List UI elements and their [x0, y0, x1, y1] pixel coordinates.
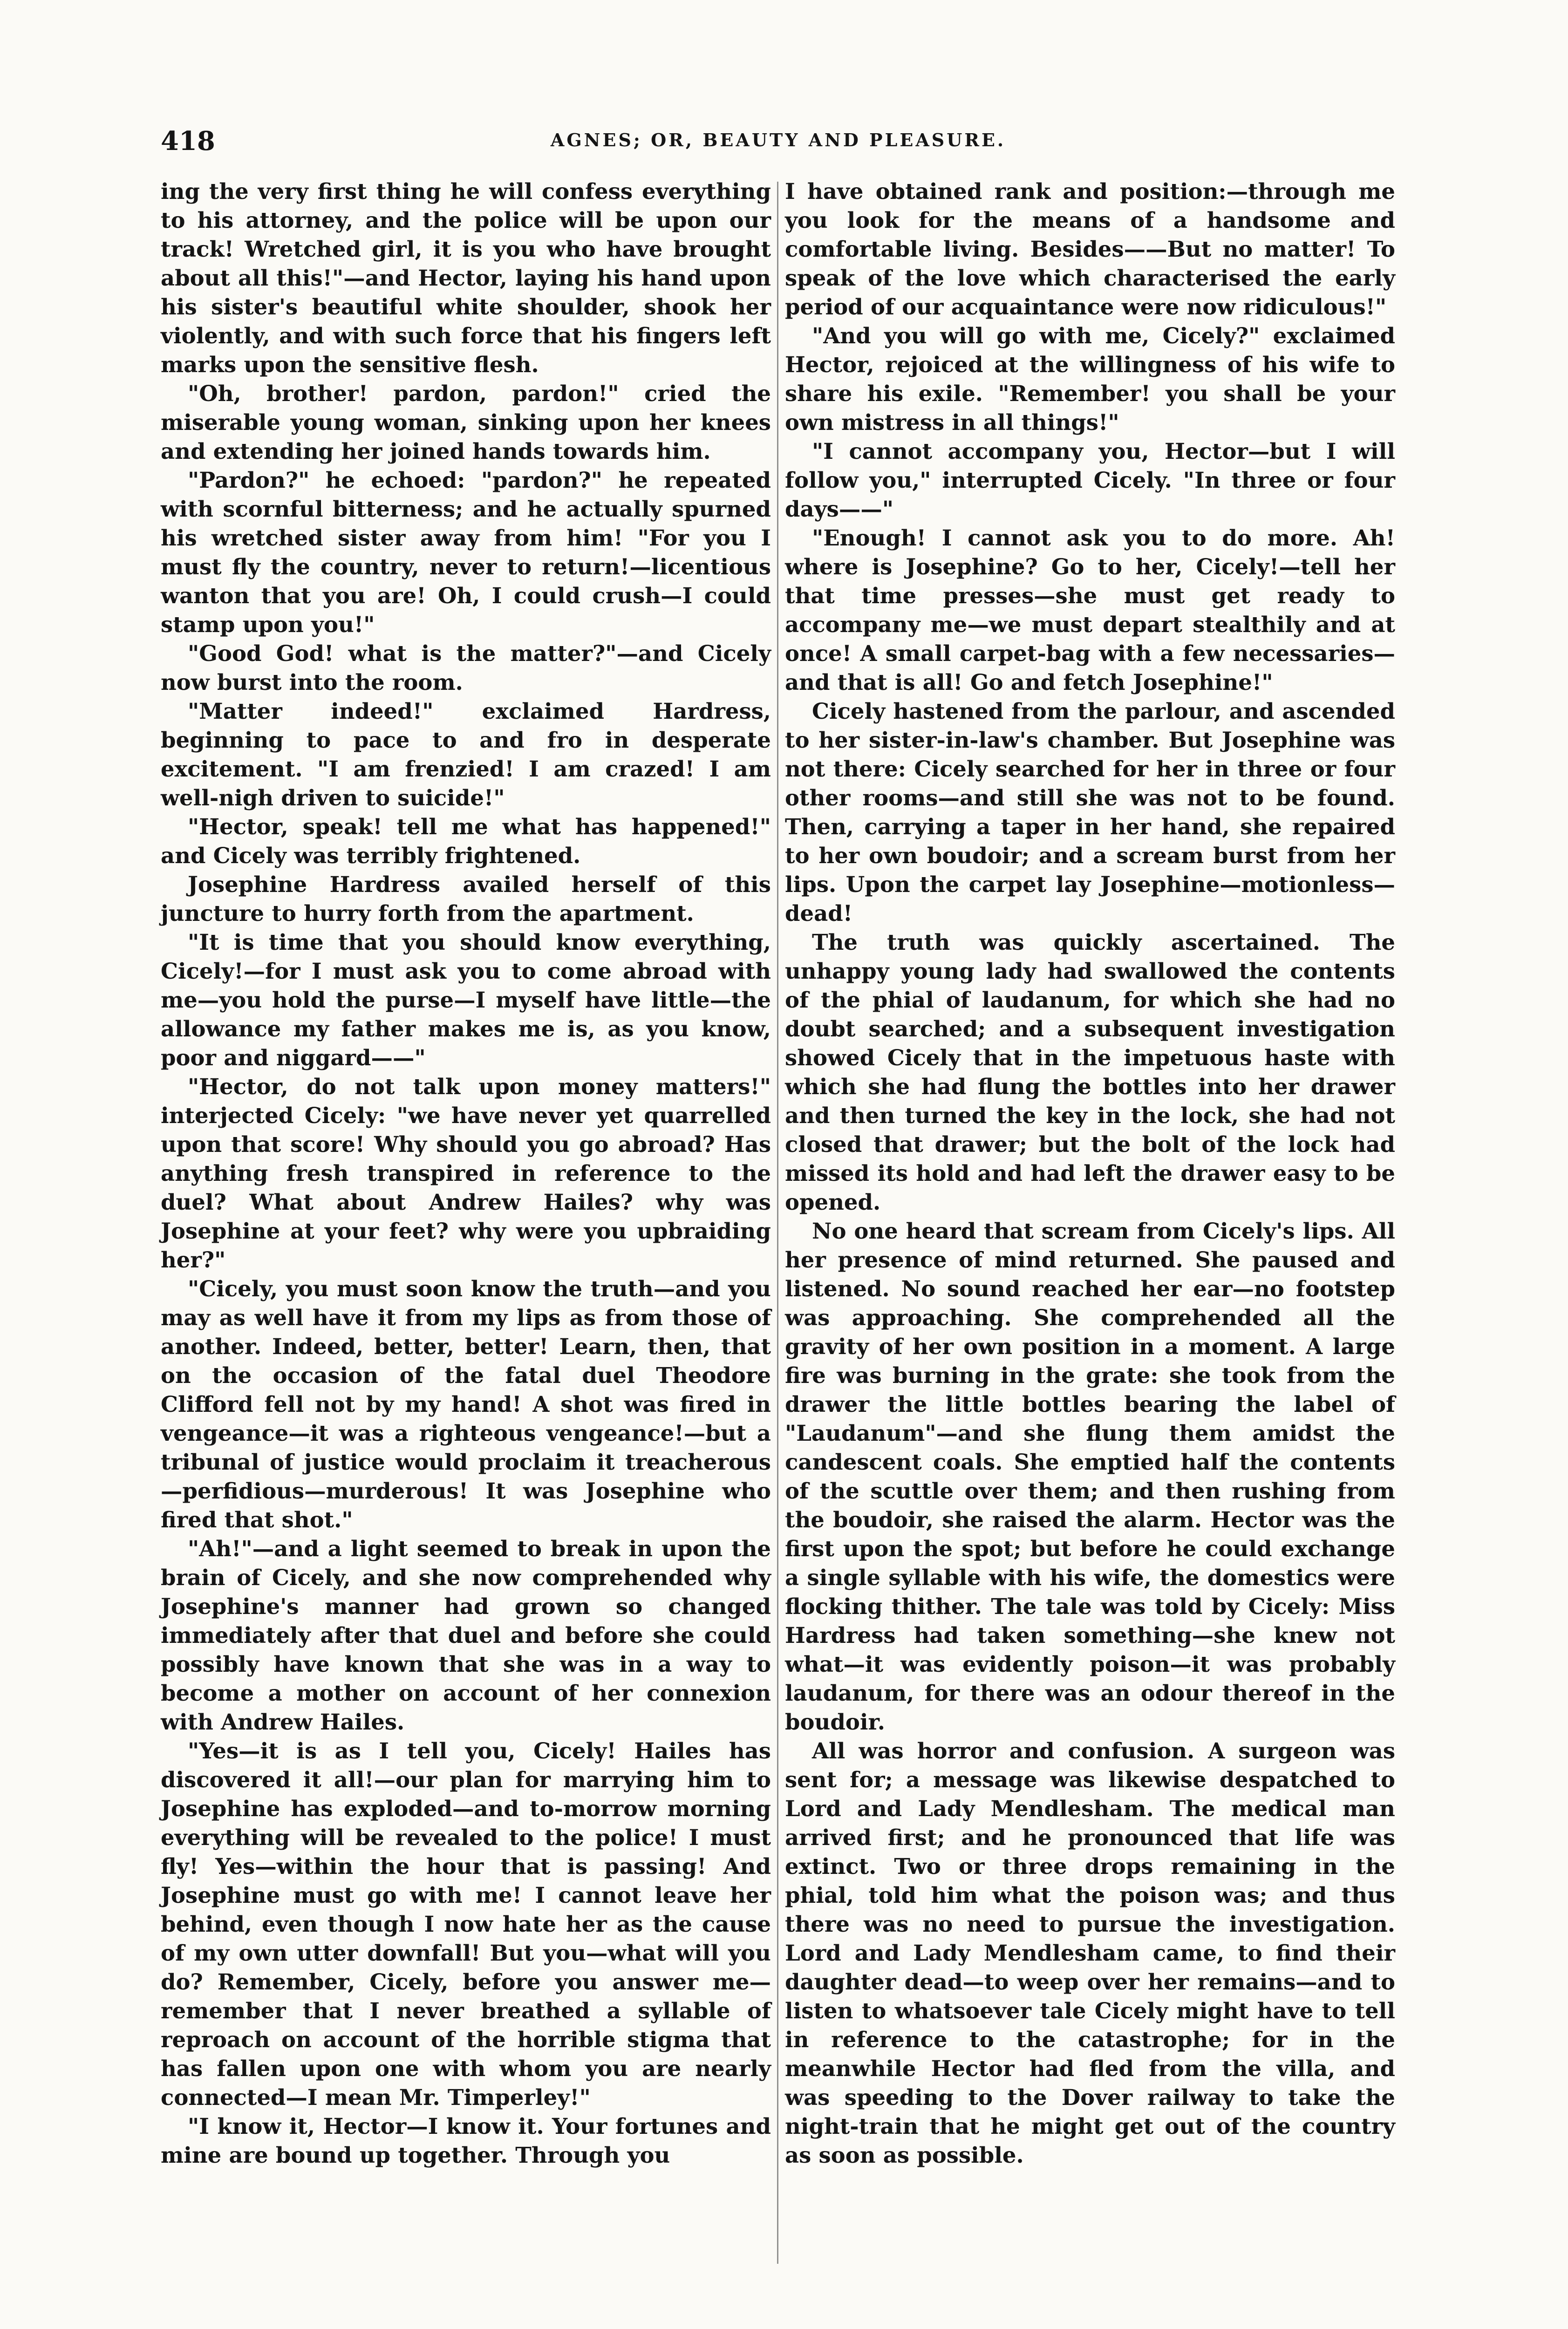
paragraph: "Ah!"—and a light seemed to break in upon the brain of Cicely, and she now comprehended why Josephine's manner had grown so changed immediately after that duel and before she could possibly have known that she was in a way to become a mother on account of her connexion with Andrew Hailes.	[161, 1536, 771, 1735]
paragraph: Cicely hastened from the parlour, and ascended to her sister-in-law's chamber. But Josephine was not there: Cicely searched for her in three or four other rooms—and still she was not to be found. Then, carrying a taper in her hand, she repaired to her own boudoir; and a scream burst from her lips. Upon the carpet lay Josephine—motionless—dead!	[785, 698, 1395, 926]
paragraph: "Good God! what is the matter?"—and Cicely now burst into the room.	[161, 640, 771, 695]
page-number: 418	[161, 126, 215, 157]
paragraph: "Yes—it is as I tell you, Cicely! Hailes has discovered it all!—our plan for marrying him to Josephine has exploded—and to-morrow morning everything will be revealed to the police! I must fly! Yes—within the hour that is passing! And Josephine must go with me! I cannot leave her behind, even though I now hate her as the cause of my own utter downfall! But you—what will you do? Remember, Cicely, before you answer me—remember that I never breathed a syllable of reproach on account of the horrible stigma that has fallen upon one with whom you are nearly connected—I mean Mr. Timperley!"	[161, 1738, 771, 2110]
paragraph: "Enough! I cannot ask you to do more. Ah! where is Josephine? Go to her, Cicely!—tell her that time presses—she must get ready to accompany me—we must depart stealthily and at once! A small carpet-bag with a few necessaries—and that is all! Go and fetch Josephine!"	[785, 525, 1395, 695]
paragraph: Josephine Hardress availed herself of this juncture to hurry forth from the apartment.	[161, 872, 771, 926]
paragraph: "Hector, do not talk upon money matters!" interjected Cicely: "we have never yet quarrelled upon that score! Why should you go abroad? Has anything fresh transpired in reference to the duel? What about Andrew Hailes? why was Josephine at your feet? why were you upbraiding her?"	[161, 1074, 771, 1273]
paragraph: ing the very first thing he will confess everything to his attorney, and the police will be upon our track! Wretched girl, it is you who have brought about all this!"—and Hector, laying his hand upon his sister's beautiful white shoulder, shook her violently, and with such force that his fingers left marks upon the sensitive flesh.	[161, 178, 771, 377]
paragraph: "Pardon?" he echoed: "pardon?" he repeated with scornful bitterness; and he actually spurned his wretched sister away from him! "For you I must fly the country, never to return!—licentious wanton that you are! Oh, I could crush—I could stamp upon you!"	[161, 467, 771, 637]
paragraph: No one heard that scream from Cicely's lips. All her presence of mind returned. She paused and listened. No sound reached her ear—no footstep was approaching. She comprehended all the gravity of her own position in a moment. A large fire was burning in the grate: she took from the drawer the little bottles bearing the label of "Laudanum"—and she flung them amidst the candescent coals. She emptied half the contents of the scuttle over them; and then rushing from the boudoir, she raised the alarm. Hector was the first upon the spot; but before he could exchange a single syllable with his wife, the domestics were flocking thither. The tale was told by Cicely: Miss Hardress had taken something—she knew not what—it was evidently poison—it was probably laudanum, for there was an odour thereof in the boudoir.	[785, 1218, 1395, 1735]
paragraph: The truth was quickly ascertained. The unhappy young lady had swallowed the contents of the phial of laudanum, for which she had no doubt searched; and a subsequent investigation showed Cicely that in the impetuous haste with which she had flung the bottles into her drawer and then turned the key in the lock, she had not closed that drawer; but the bolt of the lock had missed its hold and had left the drawer easy to be opened.	[785, 929, 1395, 1215]
paragraph: I have obtained rank and position:—through me you look for the means of a handsome and comfortable living. Besides——But no matter! To speak of the love which characterised the early period of our acquaintance were now ridiculous!"	[785, 178, 1395, 320]
paragraph: "I cannot accompany you, Hector—but I will follow you," interrupted Cicely. "In three or four days——"	[785, 438, 1395, 522]
right-column	[785, 177, 1395, 2170]
paragraph: "And you will go with me, Cicely?" exclaimed Hector, rejoiced at the willingness of his wife to share his exile. "Remember! you shall be your own mistress in all things!"	[785, 323, 1395, 435]
paragraph: All was horror and confusion. A surgeon was sent for; a message was likewise despatched to Lord and Lady Mendlesham. The medical man arrived first; and he pronounced that life was extinct. Two or three drops remaining in the phial, told him what the poison was; and thus there was no need to pursue the investigation. Lord and Lady Mendlesham came, to find their daughter dead—to weep over her remains—and to listen to whatsoever tale Cicely might have to tell in reference to the catastrophe; for in the meanwhile Hector had fled from the villa, and was speeding to the Dover railway to take the night-train that he might get out of the country as soon as possible.	[785, 1738, 1395, 2168]
paragraph: "Cicely, you must soon know the truth—and you may as well have it from my lips as from those of another. Indeed, better, better! Learn, then, that on the occasion of the fatal duel Theodore Clifford fell not by my hand! A shot was fired in vengeance—it was a righteous vengeance!—but a tribunal of justice would proclaim it treacherous—perfidious—murderous! It was Josephine who fired that shot."	[161, 1276, 771, 1532]
paragraph: "Matter indeed!" exclaimed Hardress, beginning to pace to and fro in desperate excitement. "I am frenzied! I am crazed! I am well-nigh driven to suicide!"	[161, 698, 771, 810]
paragraph: "I know it, Hector—I know it. Your fortunes and mine are bound up together. Through you	[161, 2113, 771, 2168]
paragraph: "Oh, brother! pardon, pardon!" cried the miserable young woman, sinking upon her knees and extending her joined hands towards him.	[161, 381, 771, 464]
paragraph: "It is time that you should know everything, Cicely!—for I must ask you to come abroad with me—you hold the purse—I myself have little—the allowance my father makes me is, as you know, poor and niggard——"	[161, 929, 771, 1070]
page-header	[161, 126, 1396, 168]
running-title: AGNES; OR, BEAUTY AND PLEASURE.	[550, 129, 1006, 150]
column-divider	[777, 182, 778, 2264]
paragraph: "Hector, speak! tell me what has happened!" and Cicely was terribly frightened.	[161, 814, 771, 868]
left-column	[161, 177, 771, 2170]
